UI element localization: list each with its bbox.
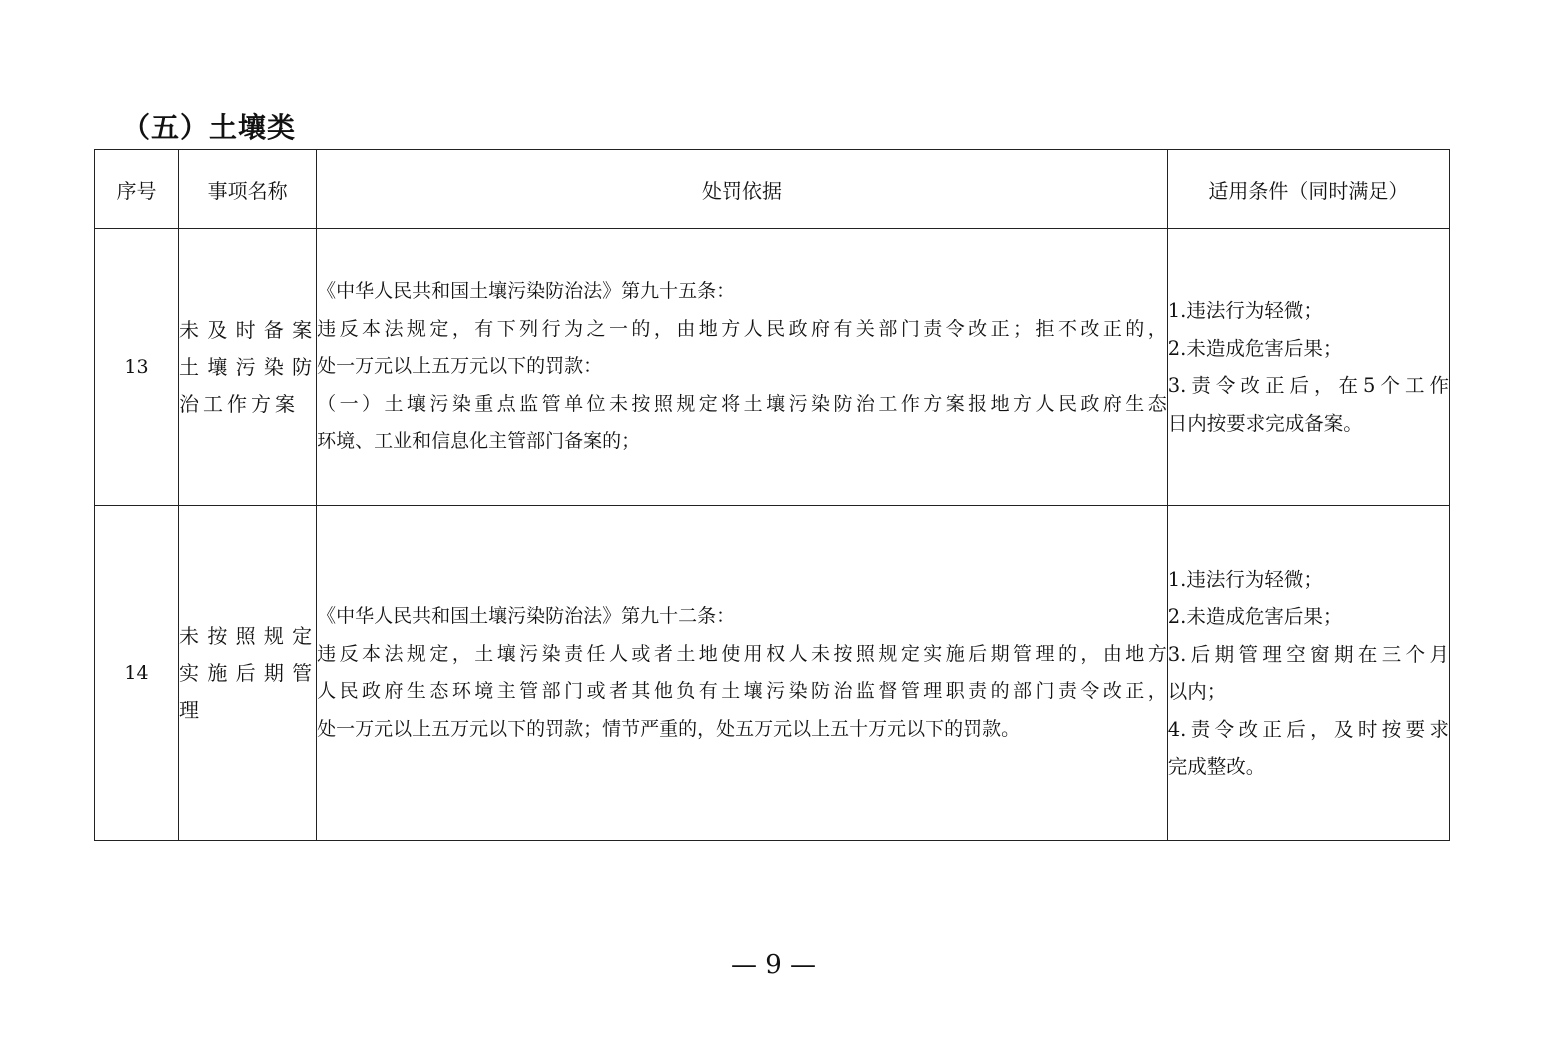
basis-line: （一）土壤污染重点监管单位未按照规定将土壤污染防治工作方案报地方人民政府生态 <box>317 392 1167 415</box>
section-title: （五）土壤类 <box>122 111 297 144</box>
condition-line: 1.违法行为轻微； <box>1167 567 1323 591</box>
table-row <box>95 229 1450 506</box>
basis-line: 违反本法规定，有下列行为之一的，由地方人民政府有关部门责令改正；拒不改正的， <box>317 317 1167 340</box>
basis-line: 处一万元以上五万元以下的罚款： <box>317 355 603 378</box>
basis-line: 违反本法规定，土壤污染责任人或者土地使用权人未按照规定实施后期管理的，由地方 <box>317 642 1167 665</box>
basis-line: 《中华人民共和国土壤污染防治法》第九十五条： <box>317 280 736 303</box>
header-basis: 处罚依据 <box>317 150 1168 229</box>
basis-line: 处一万元以上五万元以下的罚款；情节严重的，处五万元以上五十万元以下的罚款。 <box>317 717 1021 740</box>
condition-line: 1.违法行为轻微； <box>1167 299 1323 322</box>
item-name: 未及时备案土壤污染防治工作方案 <box>179 229 317 506</box>
row-number: 13 <box>95 229 179 506</box>
page-number: — 9 — <box>730 950 817 980</box>
applicable-conditions <box>1167 229 1449 506</box>
condition-line: 完成整改。 <box>1167 755 1266 778</box>
basis-line: 环境、工业和信息化主管部门备案的； <box>317 430 641 453</box>
condition-line: 以内； <box>1167 680 1227 703</box>
basis-line: 《中华人民共和国土壤污染防治法》第九十二条： <box>317 605 736 627</box>
condition-line: 日内按要求完成备案。 <box>1167 411 1363 435</box>
table-header-row <box>95 150 1450 229</box>
item-name: 未按照规定实施后期管理 <box>179 506 317 841</box>
table-row <box>95 506 1450 841</box>
row-number: 14 <box>95 506 179 841</box>
condition-line: 3.责令改正后，在5个工作 <box>1167 374 1449 397</box>
header-no: 序号 <box>95 150 179 229</box>
condition-line: 2.未造成危害后果； <box>1167 605 1343 628</box>
penalty-table <box>94 149 1450 841</box>
header-name: 事项名称 <box>179 150 317 229</box>
applicable-conditions <box>1167 506 1449 841</box>
basis-line: 人民政府生态环境主管部门或者其他负有土壤污染防治监督管理职责的部门责令改正， <box>317 680 1167 702</box>
condition-line: 4.责令改正后，及时按要求 <box>1167 717 1449 741</box>
condition-line: 3.后期管理空窗期在三个月 <box>1167 642 1449 666</box>
penalty-basis <box>317 506 1168 841</box>
condition-line: 2.未造成危害后果； <box>1167 336 1343 360</box>
penalty-basis <box>317 229 1168 506</box>
header-conditions: 适用条件（同时满足） <box>1167 150 1449 229</box>
